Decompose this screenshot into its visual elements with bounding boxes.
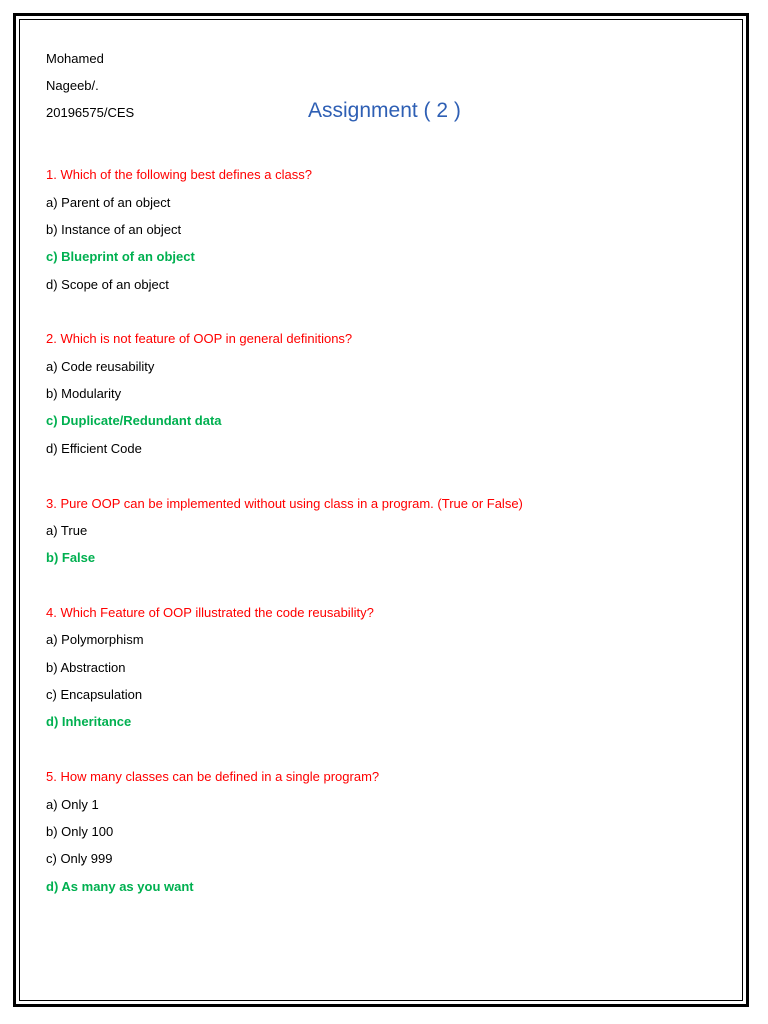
question-4-option-a: a) Polymorphism — [46, 632, 144, 647]
question-5-option-a: a) Only 1 — [46, 797, 99, 812]
question-3-text: 3. Pure OOP can be implemented without using class in a program. (True or False) — [46, 496, 523, 511]
question-3-option-a: a) True — [46, 523, 88, 538]
question-2-option-b: b) Modularity — [46, 386, 122, 401]
question-5-option-c: c) Only 999 — [46, 851, 113, 866]
question-4-text: 4. Which Feature of OOP illustrated the code reusability? — [46, 605, 374, 620]
question-1-option-b: b) Instance of an object — [46, 222, 182, 237]
question-2-option-c-correct: c) Duplicate/Redundant data — [46, 413, 222, 428]
question-5-option-b: b) Only 100 — [46, 824, 114, 839]
question-2-option-d: d) Efficient Code — [46, 441, 142, 456]
question-5-option-d-correct: d) As many as you want — [46, 879, 194, 894]
question-1-option-a: a) Parent of an object — [46, 195, 171, 210]
question-3-option-b-correct: b) False — [46, 550, 96, 565]
question-2-text: 2. Which is not feature of OOP in general definitions? — [46, 331, 353, 346]
question-5-text: 5. How many classes can be defined in a single program? — [46, 769, 380, 784]
question-4-option-c: c) Encapsulation — [46, 687, 143, 702]
student-first-name: Mohamed — [46, 51, 104, 66]
question-2-option-a: a) Code reusability — [46, 359, 155, 374]
student-last-name: Nageeb/. — [46, 78, 99, 93]
assignment-title: Assignment ( 2 ) — [308, 99, 461, 122]
question-1-option-d: d) Scope of an object — [46, 277, 169, 292]
question-1-text: 1. Which of the following best defines a class? — [46, 167, 312, 182]
student-id: 20196575/CES — [46, 105, 135, 120]
question-4-option-b: b) Abstraction — [46, 660, 126, 675]
question-1-option-c-correct: c) Blueprint of an object — [46, 249, 195, 264]
question-4-option-d-correct: d) Inheritance — [46, 714, 132, 729]
